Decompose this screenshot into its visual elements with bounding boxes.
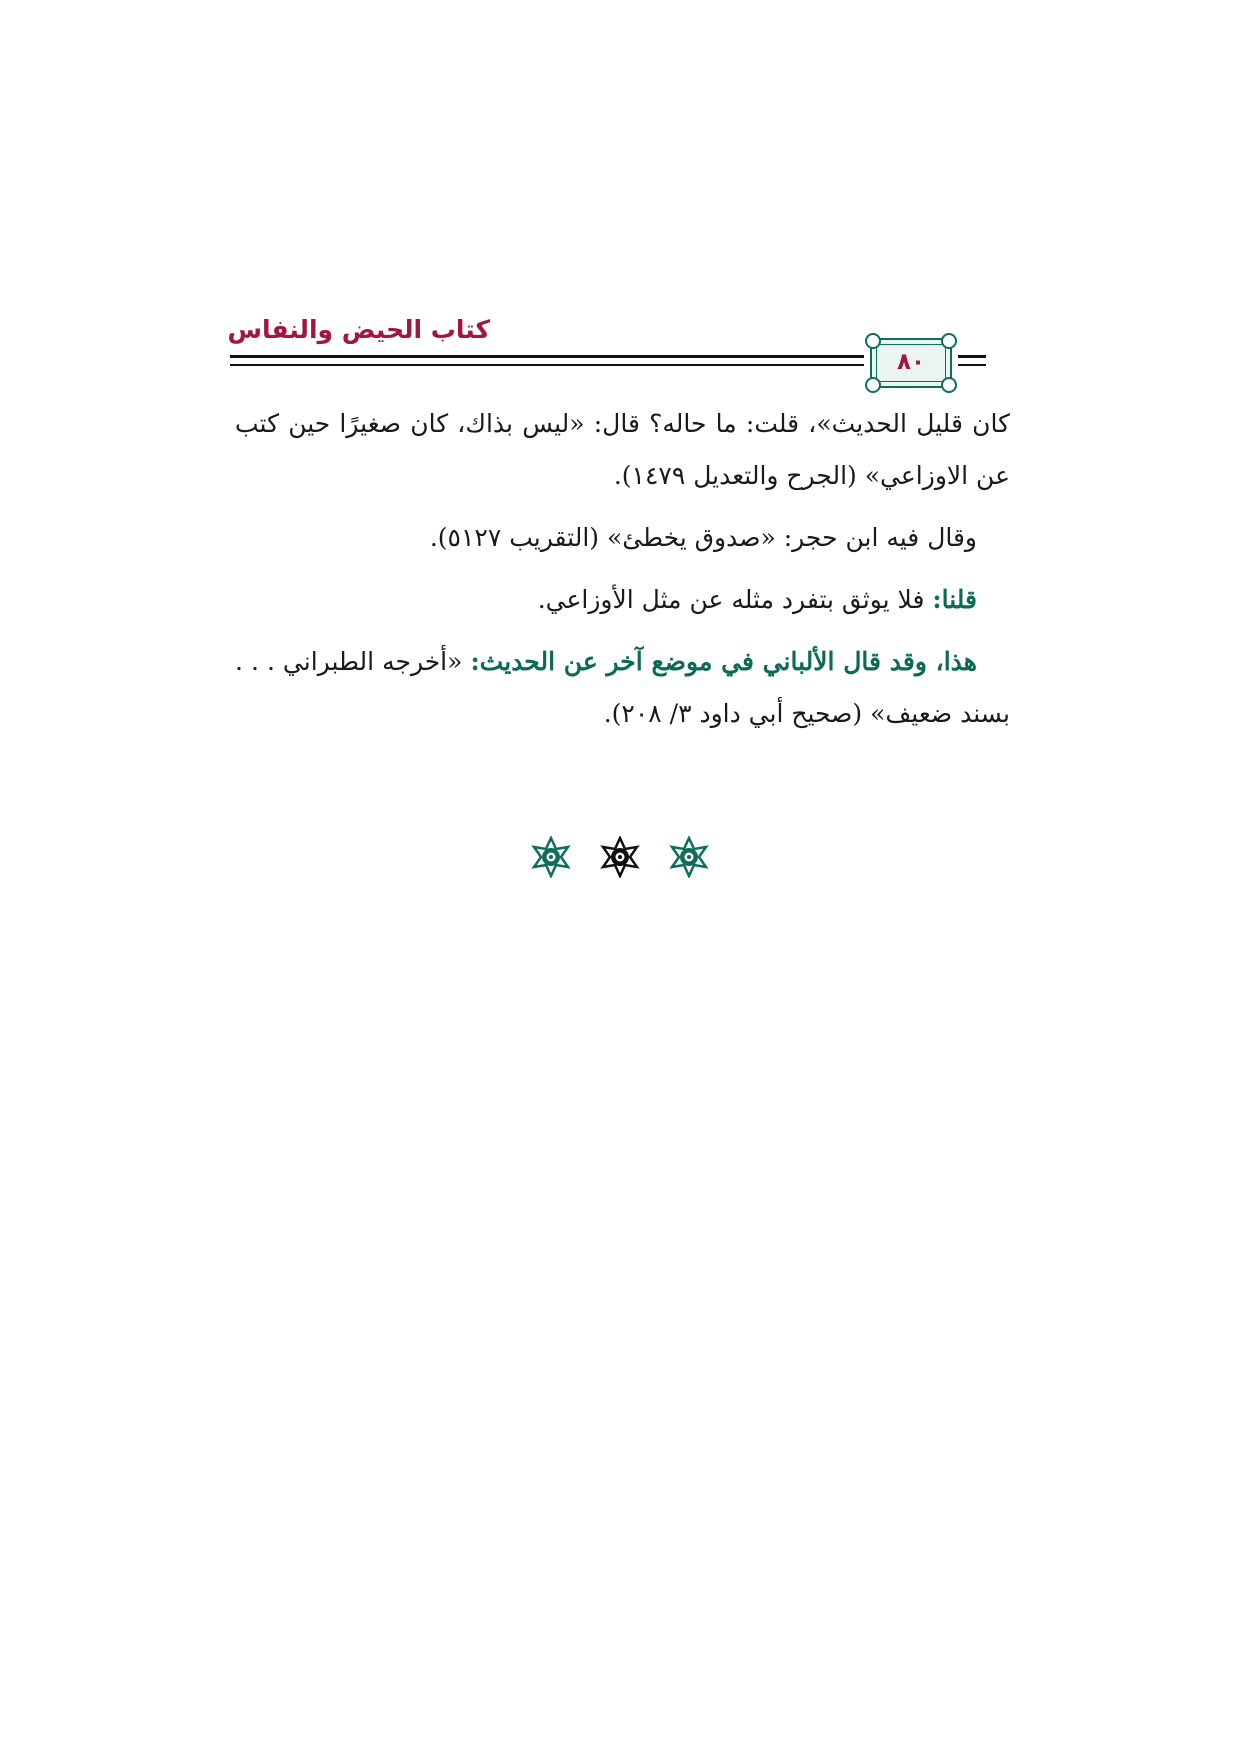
albani-text: «أخرجه الطبراني . . . بسند ضعيف» (صحيح أبي داود ٣/ ٢٠٨). bbox=[235, 647, 1010, 728]
qulna-text: فلا يوثق بتفرد مثله عن مثل الأوزاعي. bbox=[537, 585, 933, 614]
section-end-ornaments bbox=[530, 835, 710, 879]
header-rule-top bbox=[230, 355, 864, 358]
header-rule-right-bottom bbox=[958, 364, 986, 366]
book-title: كتاب الحيض والنفاس bbox=[227, 315, 490, 344]
paragraph-ibn-hajar: وقال فيه ابن حجر: «صدوق يخطئ» (التقريب ٥١٢٧). bbox=[429, 523, 977, 552]
header-rule-bottom bbox=[230, 364, 864, 366]
paragraph-qulna bbox=[235, 574, 1010, 626]
paragraph-quote-continuation: كان قليل الحديث»، قلت: ما حاله؟ قال: «ليس بذاك، كان صغيرًا حين كتب عن الاوزاعي» (الجرح والتعديل ١٤٧٩). bbox=[235, 409, 1010, 490]
page-header bbox=[227, 315, 1020, 395]
green-flower-ornament-icon bbox=[668, 836, 710, 878]
header-rule-right-top bbox=[958, 355, 986, 358]
paragraph-albani bbox=[235, 636, 1010, 740]
black-flower-ornament-icon bbox=[599, 836, 641, 878]
page-body bbox=[235, 398, 1010, 750]
green-flower-ornament-icon bbox=[530, 836, 572, 878]
page-number-badge bbox=[870, 338, 952, 388]
page-number: ٨٠ bbox=[896, 349, 926, 375]
qulna-label: قلنا: bbox=[932, 585, 977, 614]
albani-label: هذا، وقد قال الألباني في موضع آخر عن الحديث: bbox=[470, 647, 977, 676]
